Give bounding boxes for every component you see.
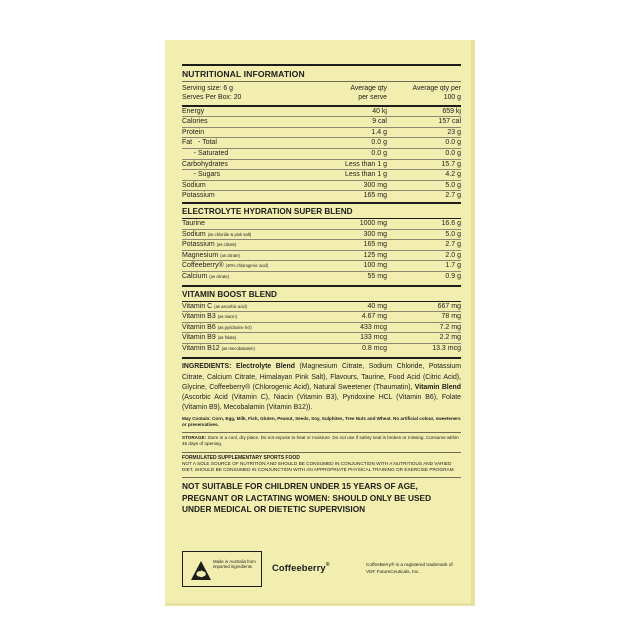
table-row (182, 302, 461, 313)
per-100g-value: 15.7 g (441, 160, 461, 168)
vitamin-rule (182, 285, 461, 287)
per-100g-value: 667 mg (437, 302, 461, 310)
nutrient-name: - Saturated (182, 149, 229, 157)
trademark-notice: CoffeeBerry® is a registered trademark of VDF FutureCeuticals, Inc. (366, 562, 453, 574)
formulated-text: NOT A SOLE SOURCE OF NUTRITION AND SHOULD BE CONSUMED IN CONJUNCTION WITH A NUTRITIOUS AND VARIED DIET. SHOULD BE CONSUMED IN CONJUNCTION WITH AN APPROPRIATE PHYSICAL TRAINING OR EXERCISE PROGRAM. (182, 460, 455, 472)
ingredient-name: Calcium (182, 272, 208, 280)
brand-logo (272, 562, 330, 573)
col-per-serve-line1: Average qty (350, 85, 387, 92)
electrolyte-blend-text: (Magnesium Citrate, Sodium Chloride, Potassium Citrate, Calcium Citrate, Himalayan Pink Salt), Flavours, Taurine, Food Acid (Citric Acid), Glycine, Coffeeberry® (Chlorogenic Acid), Natural Sweetener (Thaumatin), (182, 363, 462, 391)
per-serve-value: 433 mcg (360, 323, 387, 331)
per-serve-value: 0.0 g (371, 149, 387, 157)
top-rule (182, 64, 461, 66)
title-rule (182, 81, 461, 82)
ingredient-form-note: (40% chlorogenic acid) (225, 263, 269, 269)
per-100g-value: 1.7 g (445, 262, 461, 270)
storage-rule (182, 432, 461, 433)
nutrition-title: NUTRITIONAL INFORMATION (182, 69, 305, 79)
table-row (182, 344, 461, 355)
per-100g-value: 16.6 g (441, 219, 461, 227)
nutrient-name: Fat - Total (182, 139, 217, 147)
table-row (182, 323, 461, 334)
ingredient-form-note: (as folate) (217, 335, 237, 341)
per-100g-value: 2.7 g (445, 192, 461, 200)
table-row (182, 181, 461, 192)
vitamin-blend-text: (Ascorbic Acid (Vitamin C), Niacin (Vitamin B3), Pyridoxine HCL (Vitamin B6), Folate (Vitamin B9), Mecobalamin (Vitamin B12)). (182, 393, 461, 411)
ingredient-name: Vitamin B3 (182, 313, 216, 321)
nutrient-name: Calories (182, 118, 208, 126)
per-100g-value: 2.2 mg (439, 334, 461, 342)
per-100g-value: 0.0 g (445, 139, 461, 147)
australia-triangle-icon (190, 560, 212, 582)
storage-label: STORAGE: (182, 434, 207, 440)
per-serve-value: 0.0 g (371, 139, 387, 147)
ingredient-name: Sodium (182, 230, 206, 238)
ingredient-form-note: (as citrate) (216, 242, 237, 248)
per-serve-value: Less than 1 g (344, 171, 387, 179)
ingredient-name: Potassium (182, 241, 215, 249)
nutrient-name: Sodium (182, 181, 206, 189)
per-100g-value: 0.9 g (445, 272, 461, 280)
per-serve-value: 165 mg (363, 241, 387, 249)
table-row (182, 170, 461, 181)
per-100g-value: 4.2 g (445, 171, 461, 179)
table-row (182, 107, 461, 118)
ingredient-name: Vitamin B12 (182, 344, 220, 352)
per-100g-value: 5.0 g (445, 230, 461, 238)
per-serve-value: 40 kj (372, 107, 387, 115)
ingredient-form-note: (as mecobalamin) (221, 345, 255, 351)
warning-rule (182, 477, 461, 478)
table-row (182, 251, 461, 262)
per-100g-value: 23 g (447, 128, 461, 136)
package-back-panel (165, 40, 475, 606)
table-row (182, 240, 461, 251)
per-100g-value: 13.3 mcg (432, 344, 461, 352)
per-100g-value: 2.0 g (445, 251, 461, 259)
warning-statement: NOT SUITABLE FOR CHILDREN UNDER 15 YEARS OF AGE, PREGNANT OR LACTATING WOMEN: SHOULD ONLY BE USED UNDER MEDICAL OR DIETETIC SUPERVISION (182, 480, 432, 515)
per-serve-value: 1000 mg (359, 219, 387, 227)
electrolyte-rule (182, 202, 461, 204)
table-row (182, 128, 461, 139)
ingredient-name: Vitamin B9 (182, 334, 216, 342)
per-serve-value: 1.4 g (371, 128, 387, 136)
per-serve-value: 125 mg (363, 251, 387, 259)
col-per-100g-line1: Average qty per (412, 85, 461, 92)
table-row (182, 219, 461, 230)
made-in-text: Made in Australia from imported ingredients (213, 559, 256, 570)
ingredients-label: INGREDIENTS: (182, 363, 232, 371)
vitamin-blend-label: Vitamin Blend (414, 383, 461, 391)
table-row (182, 149, 461, 160)
nutrition-rows (182, 107, 461, 202)
serving-info (182, 84, 297, 103)
ingredient-form-note: (as citrate) (220, 252, 240, 258)
table-row (182, 333, 461, 344)
ingredient-form-note: (as ascorbic acid) (214, 303, 247, 309)
per-serve-value: 40 mg (367, 302, 387, 310)
formulated-title: FORMULATED SUPPLEMENTARY SPORTS FOOD (182, 454, 300, 461)
table-row (182, 117, 461, 128)
table-row (182, 138, 461, 149)
per-serve-value: Less than 1 g (344, 160, 387, 168)
made-in-australia-logo (182, 551, 262, 587)
ingredients-statement (182, 362, 461, 412)
per-100g-value: 2.7 g (445, 241, 461, 249)
ingredient-form-note: (as pyridoxine hcl) (217, 324, 252, 330)
electrolyte-title: ELECTROLYTE HYDRATION SUPER BLEND (182, 206, 353, 216)
ingredient-name: Magnesium (182, 251, 219, 259)
ingredient-form-note: (as chloride & pink salt) (207, 231, 252, 237)
table-row (182, 272, 461, 283)
table-row (182, 230, 461, 241)
brand-registered-mark: ® (325, 562, 330, 568)
table-row (182, 312, 461, 323)
nutrient-name: Energy (182, 107, 205, 115)
per-serve-value: 9 cal (372, 118, 387, 126)
per-100g-value: 7.2 mg (439, 323, 461, 331)
storage-statement (182, 435, 461, 448)
vitamin-rows (182, 302, 461, 355)
ingredient-name: Taurine (182, 219, 205, 227)
nutrition-header (182, 84, 461, 103)
per-100g-value: 0.0 g (445, 149, 461, 157)
ingredients-rule (182, 357, 461, 359)
brand-name: Coffeeberry (272, 562, 326, 573)
table-row (182, 261, 461, 272)
ingredient-form-note: (as niacin) (217, 314, 238, 320)
storage-text: Store in a cool, dry place. Do not expose to heat or moisture. Do not use if safety seal is broken or missing. Consume within 45 days of opening. (182, 434, 459, 447)
col-per-serve-header (297, 84, 387, 103)
per-serve-value: 300 mg (363, 230, 387, 238)
per-serve-value: 4.67 mg (361, 313, 387, 321)
per-serve-value: 100 mg (363, 262, 387, 270)
ingredient-name: Coffeeberry® (182, 262, 224, 270)
table-row (182, 160, 461, 171)
per-100g-value: 5.0 g (445, 181, 461, 189)
per-serve-value: 300 mg (363, 181, 387, 189)
label-footer (182, 551, 461, 591)
nutrient-name: Potassium (182, 192, 215, 200)
per-serve-value: 55 mg (367, 272, 387, 280)
per-100g-value: 78 mg (441, 313, 461, 321)
nutrient-name: Carbohydrates (182, 160, 228, 168)
nutrient-name: - Sugars (182, 171, 221, 179)
label-content (182, 64, 461, 516)
electrolyte-blend-label: Electrolyte Blend (235, 363, 295, 371)
serving-size: Serving size: 6 g (182, 85, 233, 92)
ingredient-name: Vitamin C (182, 302, 213, 310)
col-per-serve-line2: per serve (358, 94, 387, 102)
allergen-statement: May Contain: Corn, Egg, Milk, Fish, Gluten, Peanut, Seeds, Soy, Sulphites, Tree Nuts and Wheat. No artificial colour, sweeteners or preservatives. (182, 415, 461, 427)
table-row (182, 191, 461, 202)
col-per-100g-header (387, 84, 461, 103)
ingredient-form-note: (as citrate) (209, 273, 230, 279)
per-serve-value: 0.8 mcg (362, 344, 387, 352)
per-serve-value: 165 mg (363, 192, 387, 200)
per-100g-value: 659 kj (442, 107, 461, 115)
col-per-100g-line2: 100 g (443, 94, 461, 102)
vitamin-title: VITAMIN BOOST BLEND (182, 289, 277, 299)
per-serve-value: 133 mcg (360, 334, 387, 342)
electrolyte-rows (182, 219, 461, 283)
serves-per-box: Serves Per Box: 20 (182, 94, 242, 102)
nutrient-name: Protein (182, 128, 205, 136)
per-100g-value: 157 cal (438, 118, 461, 126)
formulated-rule (182, 452, 461, 453)
ingredient-name: Vitamin B6 (182, 323, 216, 331)
